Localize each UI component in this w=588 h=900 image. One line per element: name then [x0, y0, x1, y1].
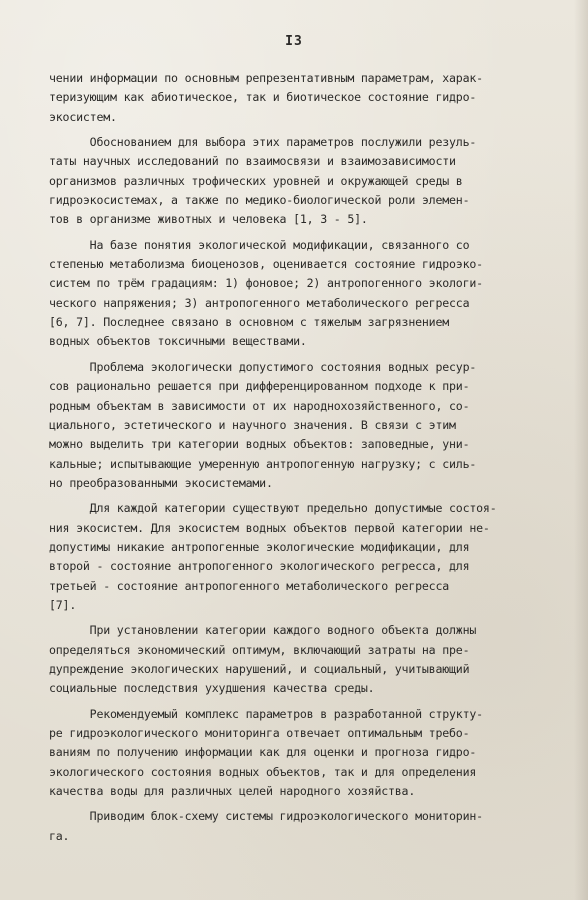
text-line: При установлении категории каждого водного объекта должны [49, 623, 477, 638]
text-line: допустимы никакие антропогенные экологические модификации, для [49, 539, 470, 554]
text-line: определяться экономический оптимум, включающий затраты на пре- [49, 642, 470, 657]
text-line: [6, 7]. Последнее связано в основном с тяжелым загрязнением [49, 315, 450, 330]
paragraph [49, 236, 549, 352]
text-line: ния экосистем. Для экосистем водных объектов первой категории не- [49, 520, 490, 535]
text-line: ческого напряжения; 3) антропогенного метаболического регресса [49, 295, 470, 310]
text-line: Для каждой категории существуют предельно допустимые состоя- [49, 501, 497, 516]
text-line: экологического состояния водных объектов, так и для определения [49, 764, 477, 779]
paragraph [49, 499, 549, 615]
text-line: На базе понятия экологической модификации, связанного со [49, 237, 470, 252]
text-line: га. [49, 828, 70, 843]
text-line: кальные; испытывающие умеренную антропогенную нагрузку; с силь- [49, 456, 477, 471]
text-line: экосистем. [49, 109, 117, 124]
text-line: родным объектам в зависимости от их народнохозяйственного, со- [49, 398, 470, 413]
text-line: Приводим блок-схему системы гидроэкологического мониторин- [49, 809, 483, 824]
body-text [49, 69, 549, 846]
text-line: второй - состояние антропогенного экологического регресса, для [49, 559, 470, 574]
paragraph [49, 807, 549, 846]
text-line: Обоснованием для выбора этих параметров послужили резуль- [49, 135, 477, 150]
page-edge-shadow [574, 0, 588, 900]
text-line: циального, эстетического и научного значения. В связи с этим [49, 417, 456, 432]
text-line: систем по трём градациям: 1) фоновое; 2) антропогенного экологи- [49, 276, 483, 291]
text-line: тов в организме животных и человека [1, 3 - 5]. [49, 212, 368, 227]
text-line: чении информации по основным репрезентативным параметрам, харак- [49, 71, 483, 85]
paragraph [49, 705, 549, 802]
text-line: степенью метаболизма биоценозов, оценивается состояние гидроэко- [49, 257, 483, 272]
text-line: Проблема экологически допустимого состояния водных ресур- [49, 359, 477, 374]
text-line: ваниям по получению информации как для оценки и прогноза гидро- [49, 745, 477, 760]
text-line: социальные последствия ухудшения качества среды. [49, 681, 375, 696]
paragraph [49, 69, 549, 127]
paragraph [49, 133, 549, 230]
text-line: третьей - состояние антропогенного метаболического регресса [49, 578, 450, 593]
text-line: Рекомендуемый комплекс параметров в разработанной структу- [49, 706, 483, 721]
text-line: качества воды для различных целей народного хозяйства. [49, 784, 416, 799]
text-line: дупреждение экологических нарушений, и социальный, учитывающий [49, 661, 470, 676]
paragraph [49, 358, 549, 493]
page-number: I3 [285, 34, 303, 49]
text-line: можно выделить три категории водных объектов: заповедные, уни- [49, 437, 470, 452]
text-line: таты научных исследований по взаимосвязи и взаимозависимости [49, 154, 456, 169]
text-line: организмов различных трофических уровней и окружающей среды в [49, 173, 463, 188]
text-line: водных объектов токсичными веществами. [49, 334, 307, 349]
paragraph [49, 621, 549, 698]
text-line: теризующим как абиотическое, так и биотическое состояние гидро- [49, 90, 477, 105]
text-line: [7]. [49, 597, 77, 612]
text-line: сов рационально решается при дифференцированном подходе к при- [49, 379, 470, 394]
text-line: гидроэкосистемах, а также по медико-биологической роли элемен- [49, 193, 470, 208]
text-line: ре гидроэкологического мониторинга отвечает оптимальным требо- [49, 726, 470, 740]
text-line: но преобразованными экосистемами. [49, 475, 273, 490]
